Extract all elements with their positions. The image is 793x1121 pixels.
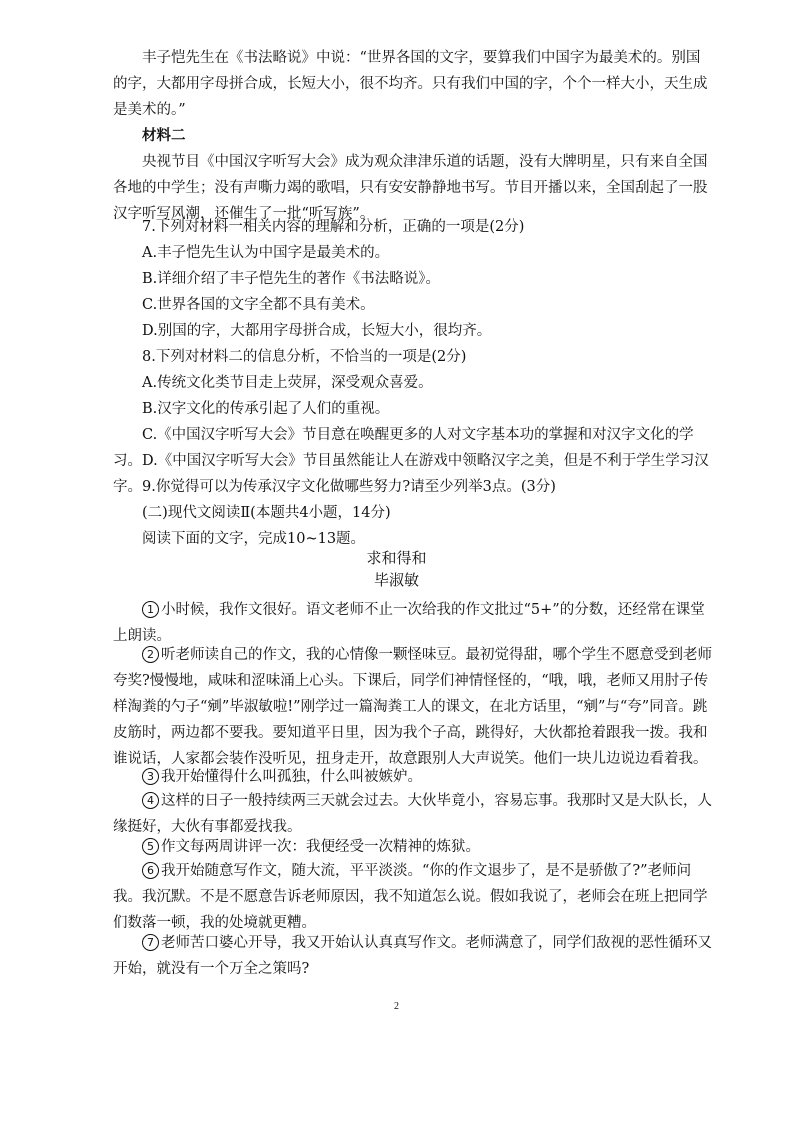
story-title: 求和得和 [366,549,427,567]
paragraph-text: 这样的日子一般持续两三天就会过去。大伙毕竟小，容易忘事。我那时又是大队长，人缘挺好，大伙有事都爱找我。 [113,793,712,835]
story-paragraph-7 [113,930,713,982]
paragraph-number-badge: 5 [142,838,159,855]
page-number: 2 [394,1001,399,1012]
story-paragraph-6 [113,858,713,936]
story-paragraph-4 [113,788,713,840]
story-paragraph-2 [113,642,713,772]
paragraph-number-badge: 2 [142,646,159,663]
q8-option-b: B.汉字文化的传承引起了人们的重视。 [142,401,390,417]
q8-option-c: C.《中国汉字听写大会》节目意在唤醒更多的人对文字基本功的掌握和对汉字文化的学习。 [113,427,694,469]
paragraph-number-badge: 3 [142,768,159,785]
q7-option-d: D.别国的字，大都用字母拼合成，长短大小，很均齐。 [142,323,492,339]
paragraph-text: 老师苦口婆心开导，我又开始认认真真写作文。老师满意了，同学们敌视的恶性循环又开始，就没有一个万全之策吗? [113,935,712,977]
paragraph-number-badge: 1 [142,601,159,618]
q7-option-c: C.世界各国的文字全都不具有美术。 [142,297,375,313]
material2-paragraph: 央视节目《中国汉字听写大会》成为观众津津乐道的话题，没有大牌明星，只有来自全国各地的中学生；没有声嘶力竭的歌唱，只有安安静静地书写。节目开播以来，全国刮起了一股汉字听写风潮，还催生了一批“听写族”。 [113,154,708,222]
q7-stem: 7.下列对材料一相关内容的理解和分析，正确的一项是(2分) [142,219,525,235]
material1-paragraph: 丰子恺先生在《书法略说》中说：“世界各国的文字，要算我们中国字为最美术的。别国的字，大都用字母拼合成，长短大小，很不均齐。只有我们中国的字，个个一样大小，天生成是美术的。” [113,50,708,118]
q7-option-b: B.详细介绍了丰子恺先生的著作《书法略说》。 [142,271,441,287]
paragraph-number-badge: 6 [142,862,159,879]
paragraph-text: 作文每两周讲评一次：我便经受一次精神的炼狱。 [161,839,480,855]
q9-stem: 9.你觉得可以为传承汉字文化做哪些努力?请至少列举3点。(3分) [142,479,556,495]
story-paragraph-3 [113,764,713,790]
section2-instruction: 阅读下面的文字，完成10~13题。 [142,531,366,547]
material2-heading: 材料二 [142,127,186,144]
q8-option-a: A.传统文化类节目走上荧屏，深受观众喜爱。 [142,375,433,391]
q8-stem: 8.下列对材料二的信息分析，不恰当的一项是(2分) [142,349,467,365]
paragraph-text: 听老师读自己的作文，我的心情像一颗怪味豆。最初觉得甜，哪个学生不愿意受到老师夸奖?慢慢地，咸味和涩味涌上心头。下课后，同学们神情怪怪的，“哦，哦，老师又用肘子传样淘粪的勺子“剜”毕淑敏啦!”刚学过一篇淘粪工人的课文，在北方话里，“剜”与“夸”同音。跳皮筋时，两边都不要我。要知道平日里，因为我个子高，跳得好，大伙都抢着跟我一拨。我和谁说话，人家都会装作没听见，扭身走开，故意跟别人大声说笑。他们一块儿边说边看着我。 [113,647,712,767]
q7-option-a: A.丰子恺先生认为中国字是最美术的。 [142,245,390,261]
paragraph-text: 我开始懂得什么叫孤独，什么叫被嫉妒。 [161,769,422,785]
q8-option-d: D.《中国汉字听写大会》节目虽然能让人在游戏中领略汉字之美，但是不利于学生学习汉字。 [113,453,709,495]
story-author: 毕淑敏 [373,571,419,589]
paragraph-number-badge: 7 [142,934,159,951]
paragraph-text: 小时候，我作文很好。语文老师不止一次给我的作文批过“5+”的分数，还经常在课堂上朗读。 [113,602,705,644]
story-paragraph-5 [113,834,713,860]
paragraph-number-badge: 4 [142,792,159,809]
section2-heading: (二)现代文阅读Ⅱ(本题共4小题，14分) [142,505,391,521]
paragraph-text: 我开始随意写作文，随大流，平平淡淡。“你的作文退步了，是不是骄傲了?”老师问我。我沉默。不是不愿意告诉老师原因，我不知道怎么说。假如我说了，老师会在班上把同学们数落一顿，我的处境就更糟。 [113,863,708,931]
